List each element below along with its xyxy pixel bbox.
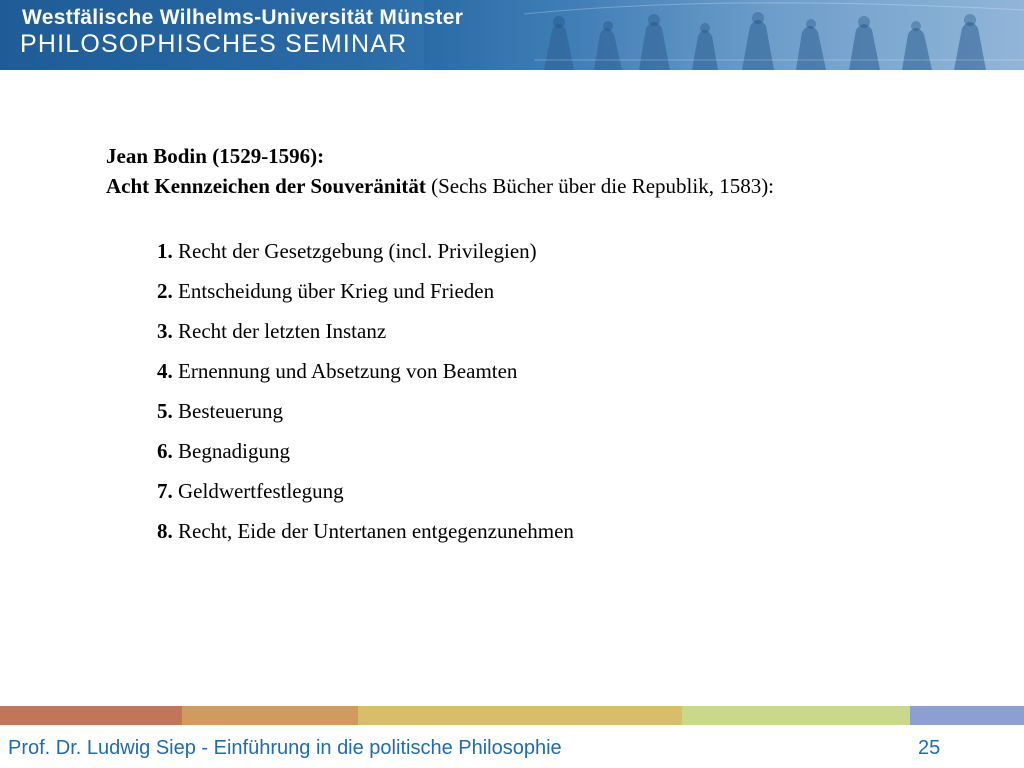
- item-number: 5.: [157, 399, 173, 423]
- header-banner: [0, 0, 1024, 70]
- color-strip: [0, 706, 1024, 725]
- subheading-rest: (Sechs Bücher über die Republik, 1583):: [425, 174, 775, 198]
- university-name: Westfälische Wilhelms-Universität Münster: [22, 6, 464, 29]
- list-item: [157, 476, 857, 516]
- item-number: 8.: [157, 519, 173, 543]
- list-item: [157, 356, 857, 396]
- heading-bold: Jean Bodin (1529-1596):: [106, 144, 325, 168]
- item-number: 1.: [157, 239, 173, 263]
- item-number: 7.: [157, 479, 173, 503]
- item-number: 6.: [157, 439, 173, 463]
- item-text: Entscheidung über Krieg und Frieden: [172, 279, 495, 303]
- item-text: Geldwertfestlegung: [172, 479, 344, 503]
- item-text: Recht der Gesetzgebung (incl. Privilegien): [172, 239, 537, 263]
- list-item: [157, 516, 857, 556]
- page-number: 25: [918, 737, 941, 759]
- item-text: Besteuerung: [172, 399, 283, 423]
- list-item: [157, 236, 857, 276]
- list-item: [157, 316, 857, 356]
- strip-segment: [910, 706, 1024, 725]
- item-text: Ernennung und Absetzung von Beamten: [172, 359, 518, 383]
- strip-segment: [682, 706, 910, 725]
- item-number: 2.: [157, 279, 173, 303]
- seminar-name: PHILOSOPHISCHES SEMINAR: [20, 30, 408, 58]
- item-number: 3.: [157, 319, 173, 343]
- subheading-bold: Acht Kennzeichen der Souveränität: [106, 174, 426, 198]
- slide-heading: [106, 141, 986, 171]
- item-text: Begnadigung: [172, 439, 290, 463]
- strip-segment: [358, 706, 682, 725]
- footer-author-course: Prof. Dr. Ludwig Siep - Einführung in die politische Philosophie: [8, 737, 562, 759]
- strip-segment: [0, 706, 182, 725]
- sovereignty-list: [157, 236, 857, 556]
- strip-segment: [182, 706, 358, 725]
- slide-body: [106, 141, 986, 201]
- fresco-image: [424, 0, 1024, 70]
- item-text: Recht der letzten Instanz: [172, 319, 387, 343]
- item-text: Recht, Eide der Untertanen entgegenzunehmen: [172, 519, 574, 543]
- list-item: [157, 276, 857, 316]
- list-item: [157, 436, 857, 476]
- slide-subheading: [106, 171, 986, 201]
- item-number: 4.: [157, 359, 173, 383]
- list-item: [157, 396, 857, 436]
